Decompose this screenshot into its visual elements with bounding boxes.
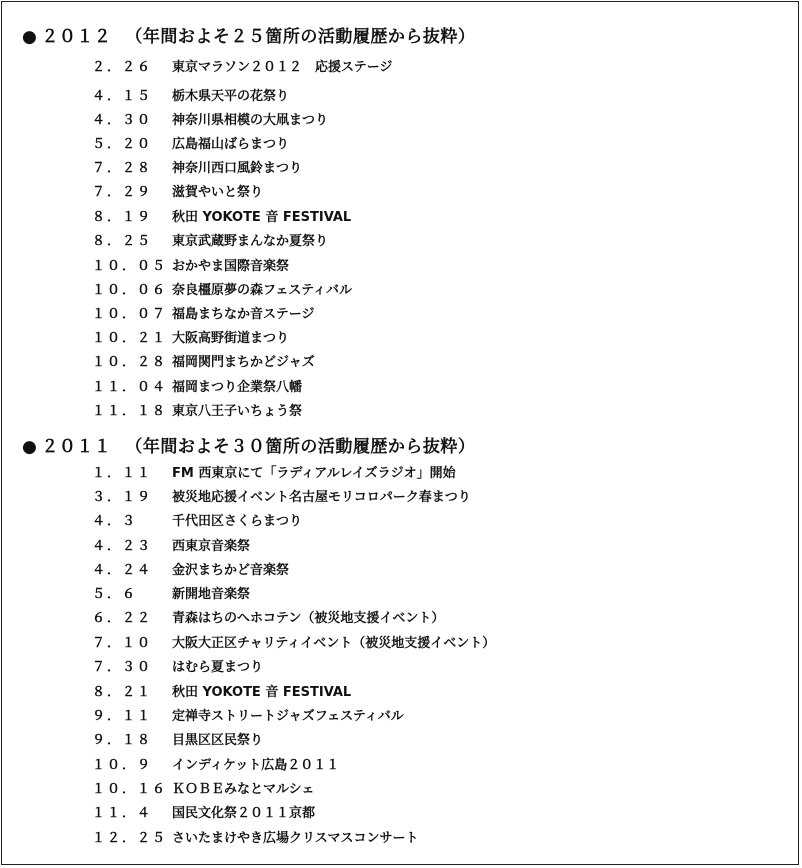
event-date: １０．０７: [92, 307, 168, 322]
list-item: [92, 231, 328, 253]
event-name: 国民文化祭２０１１京都: [172, 806, 316, 821]
list-item: [92, 682, 351, 704]
list-item: [92, 328, 289, 350]
list-item: [92, 608, 444, 630]
list-item: [92, 207, 351, 229]
event-date: １０．１６: [92, 782, 168, 797]
event-date: １０．０５: [92, 259, 168, 274]
list-item: [92, 828, 418, 850]
list-item: [92, 657, 263, 679]
list-item: [92, 755, 339, 777]
event-date: ４．２３: [92, 539, 153, 554]
event-date: １．１１: [92, 466, 153, 481]
event-name: 被災地応援イベント名古屋モリコロパーク春まつり: [172, 490, 471, 505]
list-item: [92, 134, 289, 156]
event-date: １１．０４: [92, 380, 168, 395]
event-name: 金沢まちかど音楽祭: [172, 563, 290, 578]
list-item: [92, 463, 456, 485]
list-item: [92, 633, 495, 655]
section-year: ２０１２: [41, 27, 112, 47]
list-item: [92, 536, 250, 558]
section-year: ２０１１: [41, 437, 112, 457]
event-date: ９．１８: [92, 733, 153, 748]
list-item: [92, 377, 302, 399]
list-item: [92, 352, 315, 374]
list-item: [92, 779, 314, 801]
event-name: 青森はちのへホコテン（被災地支援イベント）: [172, 611, 445, 626]
event-name: さいたまけやき広場クリスマスコンサート: [172, 831, 419, 846]
event-date: ６．２２: [92, 611, 153, 626]
event-date: ７．２８: [92, 161, 153, 176]
list-item: [92, 110, 328, 132]
event-name: 広島福山ばらまつり: [172, 137, 290, 152]
event-date: １２．２５: [92, 831, 168, 846]
event-date: ８．１９: [92, 210, 153, 225]
event-date: １０．０６: [92, 283, 168, 298]
event-name: 福岡関門まちかどジャズ: [172, 355, 315, 370]
list-item: [92, 706, 404, 728]
event-name: ＫＯＢＥみなとマルシェ: [172, 782, 315, 797]
list-item: [92, 256, 289, 278]
event-date: ５．６: [92, 587, 138, 602]
event-name: 神奈川西口風鈴まつり: [172, 161, 303, 176]
event-name: 福岡まつり企業祭八幡: [172, 380, 303, 395]
event-name: 東京マラソン２０１２ 応援ステージ: [172, 60, 393, 75]
event-date: ７．２９: [92, 185, 153, 200]
list-item: [92, 401, 302, 423]
event-name: 目黒区区民祭り: [172, 733, 264, 748]
list-item: [92, 560, 289, 582]
list-item: [92, 280, 352, 302]
list-item: [92, 182, 263, 204]
list-item: [92, 584, 250, 606]
section-heading-2011: [22, 432, 475, 457]
list-item: [92, 511, 302, 533]
event-name: 秋田 YOKOTE 音 FESTIVAL: [172, 210, 352, 225]
event-name: 東京武蔵野まんなか夏祭り: [172, 234, 329, 249]
event-date: １０．９: [92, 758, 153, 773]
event-name: インディケット広島２０１１: [172, 758, 340, 773]
list-item: [92, 730, 263, 752]
event-date: ２．２６: [92, 60, 153, 75]
section-subtitle: （年間およそ２５箇所の活動履歴から抜粋）: [125, 27, 476, 47]
section-subtitle: （年間およそ３０箇所の活動履歴から抜粋）: [125, 437, 476, 457]
event-name: 定禅寺ストリートジャズフェスティバル: [172, 709, 404, 724]
event-name: 大阪高野街道まつり: [172, 331, 290, 346]
section-heading-2012: [22, 22, 475, 47]
event-name: 西東京音楽祭: [172, 539, 251, 554]
bullet-icon: ●: [22, 27, 38, 47]
event-name: 神奈川県相模の大凧まつり: [172, 113, 329, 128]
event-date: ８．２５: [92, 234, 153, 249]
list-item: [92, 158, 302, 180]
event-name: 秋田 YOKOTE 音 FESTIVAL: [172, 685, 352, 700]
event-date: ５．２０: [92, 137, 153, 152]
event-name: 千代田区さくらまつり: [172, 514, 303, 529]
list-item: [92, 86, 289, 108]
event-name: おかやま国際音楽祭: [172, 259, 290, 274]
event-name: 東京八王子いちょう祭: [172, 404, 303, 419]
event-name: 奈良橿原夢の森フェスティバル: [172, 283, 353, 298]
event-date: ９．１１: [92, 709, 153, 724]
event-date: ４．３: [92, 514, 138, 529]
event-date: ７．３０: [92, 660, 153, 675]
event-date: １１．１８: [92, 404, 168, 419]
event-date: ４．２４: [92, 563, 153, 578]
event-date: １１．４: [92, 806, 153, 821]
event-date: ４．１５: [92, 89, 153, 104]
event-name: はむら夏まつり: [172, 660, 264, 675]
bullet-icon: ●: [22, 437, 38, 457]
event-date: ７．１０: [92, 636, 153, 651]
event-name: 福島まちなか音ステージ: [172, 307, 315, 322]
list-item: [92, 304, 314, 326]
event-date: ３．１９: [92, 490, 153, 505]
event-name: 新開地音楽祭: [172, 587, 251, 602]
event-name: 栃木県天平の花祭り: [172, 89, 290, 104]
event-date: １０．２８: [92, 355, 168, 370]
event-name: FM 西東京にて「ラディアルレイズラジオ」開始: [172, 466, 456, 481]
event-date: ４．３０: [92, 113, 153, 128]
event-name: 滋賀やいと祭り: [172, 185, 264, 200]
event-date: １０．２１: [92, 331, 168, 346]
list-item: [92, 803, 315, 825]
event-date: ８．２１: [92, 685, 153, 700]
event-name: 大阪大正区チャリティイベント（被災地支援イベント）: [172, 636, 496, 651]
list-item: [92, 57, 392, 79]
list-item: [92, 487, 471, 509]
